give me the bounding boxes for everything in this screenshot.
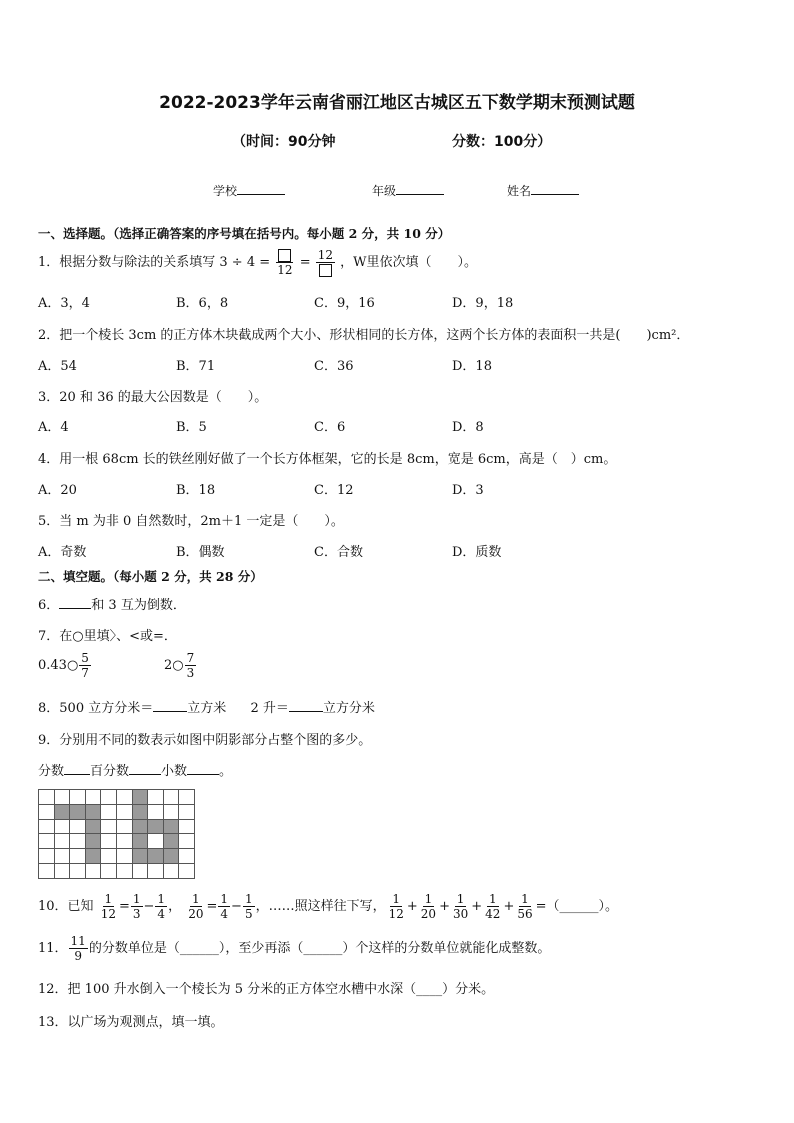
q1-option-d[interactable]: D．9，18: [452, 296, 514, 311]
q3-option-d[interactable]: D．8: [452, 420, 484, 435]
grid-cell: [54, 848, 70, 863]
grid-cell: [38, 833, 54, 848]
grid-cell: [69, 848, 85, 863]
q1-equals: =: [299, 255, 311, 270]
q3-option-b[interactable]: B．5: [176, 420, 207, 435]
section2-heading: 二、填空题。（每小题 2 分，共 28 分）: [38, 569, 263, 584]
q6-blank[interactable]: [59, 608, 91, 609]
q5-option-c[interactable]: C．合数: [314, 545, 363, 560]
q2-option-a[interactable]: A．54: [38, 359, 77, 374]
section1-heading: 一、选择题。（选择正确答案的序号填在括号内。每小题 2 分，共 10 分）: [38, 226, 451, 241]
q2-option-b[interactable]: B．71: [176, 359, 216, 374]
grid-cell-shaded: [132, 789, 148, 804]
q5-option-a[interactable]: A．奇数: [38, 545, 87, 560]
question-12: 12．把 100 升水倒入一个棱长为 5 分米的正方体空水槽中水深（____）分米。: [38, 982, 495, 997]
grid-cell: [100, 804, 116, 819]
q3-option-a[interactable]: A．4: [38, 420, 69, 435]
grid-cell: [38, 848, 54, 863]
q3-option-c[interactable]: C．6: [314, 420, 346, 435]
q9-percent-blank[interactable]: [129, 774, 161, 775]
q1-blank-box-2[interactable]: [319, 264, 332, 277]
grid-cell-shaded: [147, 848, 163, 863]
grid-cell: [163, 804, 179, 819]
question-5: 5．当 m 为非 0 自然数时，2m＋1 一定是（ ）。: [38, 514, 344, 529]
score-label: 分数：100分）: [452, 134, 552, 150]
grid-cell: [38, 804, 54, 819]
question-10: 10．已知 $\frac{1}{12}$ = $\frac{1}{3}$ − $\frac{1}{4}$ ， $\frac{1}{20}$ = $\frac{1}{4}$ − $\frac{1}{5}$ ，……照这样往下写， $\frac{1}{12}$ + $\frac{1}{20}$ + $\frac{1}{30}$ + $\frac{1}{42}$ + $\frac{1}{56}$ =（______）。: [38, 892, 619, 921]
q9-decimal-blank[interactable]: [187, 774, 219, 775]
grid-cell: [116, 819, 132, 834]
grid-cell: [163, 863, 179, 878]
name-field: [507, 182, 579, 199]
q5-option-d[interactable]: D．质数: [452, 545, 502, 560]
q2-option-c[interactable]: C．36: [314, 359, 354, 374]
grid-cell-shaded: [132, 819, 148, 834]
grid-cell: [69, 789, 85, 804]
q4-option-d[interactable]: D．3: [452, 483, 484, 498]
q1-option-b[interactable]: B．6，8: [176, 296, 229, 311]
question-2: 2．把一个棱长 3cm 的正方体木块截成两个大小、形状相同的长方体，这两个长方体的表面积一共是( )cm²．: [38, 328, 690, 343]
grid-cell: [54, 833, 70, 848]
time-label: （时间：90分钟: [232, 134, 336, 150]
grid-cell-shaded: [132, 833, 148, 848]
question-4: 4．用一根 68cm 长的铁丝刚好做了一个长方体框架，它的长是 8cm，宽是 6cm，高是（ ）cm。: [38, 452, 617, 467]
grade-label: 年级: [372, 184, 397, 198]
grid-cell: [147, 863, 163, 878]
grid-cell: [116, 833, 132, 848]
question-8: 8．500 立方分米＝ 立方米 2 升＝ 立方分米: [38, 701, 375, 716]
grid-cell: [178, 789, 194, 804]
grid-cell: [163, 789, 179, 804]
grid-cell: [69, 833, 85, 848]
grid-cell: [178, 804, 194, 819]
q1-text-b: ，W里依次填（ ）。: [340, 255, 478, 270]
q4-option-a[interactable]: A．20: [38, 483, 77, 498]
grid-cell-shaded: [85, 848, 101, 863]
grid-cell: [69, 819, 85, 834]
grid-cell: [38, 819, 54, 834]
grid-cell: [116, 848, 132, 863]
grid-cell-shaded: [85, 804, 101, 819]
q1-option-a[interactable]: A．3，4: [38, 296, 90, 311]
question-1: [38, 245, 477, 281]
grid-cell-shaded: [163, 819, 179, 834]
grid-cell-shaded: [85, 833, 101, 848]
grid-cell: [54, 819, 70, 834]
q1-blank-box-1[interactable]: [278, 249, 291, 262]
shaded-grid-figure: [38, 789, 195, 879]
question-9: 9．分别用不同的数表示如图中阴影部分占整个图的多少。: [38, 733, 372, 748]
grid-cell-shaded: [54, 804, 70, 819]
q7-compare-a[interactable]: 0.43○ $\frac{5}{7}$: [38, 651, 89, 680]
grid-cell: [85, 789, 101, 804]
grid-cell: [178, 848, 194, 863]
grid-cell: [178, 863, 194, 878]
grade-blank[interactable]: [396, 194, 444, 195]
grid-cell: [132, 863, 148, 878]
grid-cell-shaded: [132, 804, 148, 819]
q4-option-b[interactable]: B．18: [176, 483, 216, 498]
q1-fraction-2: 12: [316, 248, 335, 277]
question-7: 7．在○里填〉、<或=．: [38, 629, 177, 644]
name-label: 姓名: [507, 184, 532, 198]
q8-blank-2[interactable]: [289, 711, 323, 712]
q10-answer-blank[interactable]: =（______）。: [535, 899, 619, 914]
grid-cell: [69, 863, 85, 878]
question-11: 11． $\frac{11}{9}$ 的分数单位是（______），至少再添（______）个这样的分数单位就能化成整数。: [38, 934, 551, 963]
grid-cell: [100, 789, 116, 804]
q1-fraction-1: 12: [275, 248, 294, 277]
q5-option-b[interactable]: B．偶数: [176, 545, 225, 560]
grid-cell: [116, 789, 132, 804]
grid-cell-shaded: [85, 819, 101, 834]
school-label: 学校: [213, 184, 238, 198]
q9-fraction-blank[interactable]: [64, 774, 90, 775]
grid-cell: [100, 833, 116, 848]
school-blank[interactable]: [237, 194, 285, 195]
grid-cell: [54, 789, 70, 804]
q7-compare-b[interactable]: 2○ $\frac{7}{3}$: [164, 651, 195, 680]
grid-cell: [147, 804, 163, 819]
page-title: 2022-2023学年云南省丽江地区古城区五下数学期末预测试题: [159, 93, 635, 113]
q2-option-d[interactable]: D．18: [452, 359, 492, 374]
q4-option-c[interactable]: C．12: [314, 483, 354, 498]
grid-cell: [85, 863, 101, 878]
q1-option-c[interactable]: C．9，16: [314, 296, 375, 311]
grid-cell: [38, 789, 54, 804]
grade-field: [372, 182, 444, 199]
grid-cell: [100, 848, 116, 863]
grid-cell: [100, 819, 116, 834]
q9-answers: 分数 百分数 小数 。: [38, 764, 233, 779]
grid-cell: [54, 863, 70, 878]
grid-cell: [116, 863, 132, 878]
question-6: 6． 和 3 互为倒数．: [38, 598, 186, 613]
grid-cell: [147, 789, 163, 804]
grid-cell: [116, 804, 132, 819]
grid-cell-shaded: [163, 848, 179, 863]
q1-text-a: 1．根据分数与除法的关系填写 3 ÷ 4 =: [38, 255, 271, 270]
q8-blank-1[interactable]: [153, 711, 187, 712]
grid-cell-shaded: [69, 804, 85, 819]
grid-cell: [100, 863, 116, 878]
question-3: 3．20 和 36 的最大公因数是（ ）。: [38, 390, 268, 405]
school-field: [213, 182, 285, 199]
grid-cell: [178, 819, 194, 834]
grid-cell-shaded: [147, 819, 163, 834]
grid-cell-shaded: [163, 833, 179, 848]
grid-cell: [38, 863, 54, 878]
grid-cell: [178, 833, 194, 848]
grid-cell-shaded: [132, 848, 148, 863]
grid-cell: [147, 833, 163, 848]
question-13: 13．以广场为观测点，填一填。: [38, 1015, 224, 1030]
name-blank[interactable]: [531, 194, 579, 195]
